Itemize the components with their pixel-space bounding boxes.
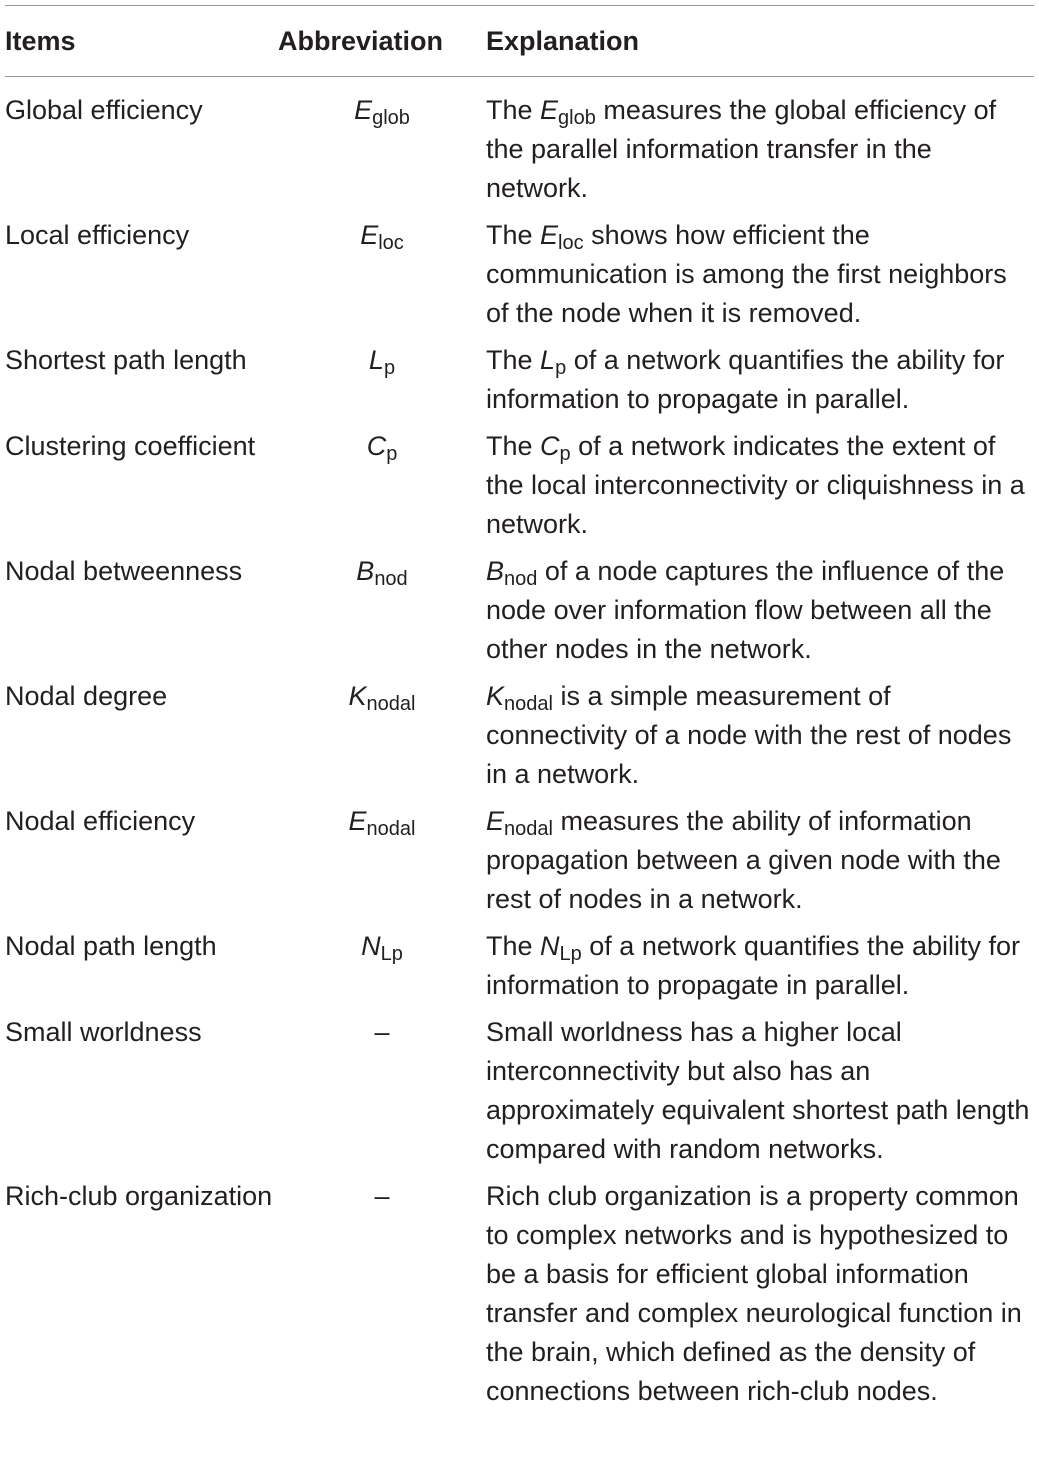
- explanation-symbol: E: [486, 806, 505, 836]
- explanation-symbol: L: [540, 345, 556, 375]
- abbreviation-subscript: Lp: [380, 943, 403, 965]
- explanation-subscript: Lp: [559, 943, 582, 965]
- table-row: [5, 427, 1034, 544]
- explanation-symbol: E: [540, 220, 559, 250]
- table-row: [5, 1013, 1034, 1169]
- item-name: Small worldness: [5, 1017, 202, 1047]
- abbreviation: [278, 1177, 486, 1411]
- abbreviation-symbol: –: [374, 1181, 390, 1211]
- explanation-subscript: nodal: [504, 818, 553, 840]
- explanation: [486, 91, 1034, 208]
- explanation: [486, 927, 1034, 1005]
- explanation: [486, 802, 1034, 919]
- table-row: [5, 552, 1034, 669]
- abbreviation-symbol: E: [348, 806, 367, 836]
- explanation-text: of a network quantifies the ability for information to propagate in parallel.: [486, 931, 1021, 1000]
- explanation-subscript: nod: [504, 568, 538, 590]
- explanation-subscript: glob: [558, 107, 596, 129]
- explanation-subscript: loc: [558, 232, 584, 254]
- abbreviation-symbol: –: [374, 1017, 390, 1047]
- explanation-text: measures the ability of information propagation between a given node with the rest of nodes in a network.: [486, 806, 1001, 914]
- explanation: [486, 341, 1034, 419]
- abbreviation-subscript: p: [383, 357, 396, 379]
- table-row: [5, 1177, 1034, 1411]
- explanation-lead: The: [486, 345, 541, 375]
- abbreviation-subscript: nod: [374, 568, 408, 590]
- abbreviation: [278, 216, 486, 333]
- abbreviation: [278, 552, 486, 669]
- abbreviation-subscript: p: [386, 443, 398, 465]
- item-name: Nodal betweenness: [5, 556, 243, 586]
- table-row: [5, 802, 1034, 919]
- item-name: Rich-club organization: [5, 1181, 273, 1211]
- explanation-subscript: p: [559, 443, 571, 465]
- abbreviation-symbol: K: [348, 681, 367, 711]
- table-row: [5, 341, 1034, 419]
- table-row: [5, 216, 1034, 333]
- item-name: Local efficiency: [5, 220, 190, 250]
- explanation-subscript: p: [555, 357, 567, 379]
- abbreviation-subscript: nodal: [366, 818, 416, 840]
- abbreviation: [278, 341, 486, 419]
- explanation: [486, 1177, 1034, 1411]
- table-body: [5, 77, 1034, 1411]
- abbreviation: [278, 91, 486, 208]
- explanation-lead: Small worldness has a higher local interconnectivity but also has an approximately equivalent shortest path length compared with random networks.: [486, 1017, 1030, 1164]
- table-row: [5, 677, 1034, 794]
- table-row: [5, 927, 1034, 1005]
- explanation: [486, 427, 1034, 544]
- item-name: Nodal efficiency: [5, 806, 196, 836]
- abbreviation-symbol: E: [354, 95, 373, 125]
- explanation-text: of a node captures the influence of the node over information flow between all the other nodes in the network.: [486, 556, 1005, 664]
- explanation-symbol: K: [486, 681, 505, 711]
- abbreviation: [278, 927, 486, 1005]
- explanation: [486, 216, 1034, 333]
- abbreviation: [278, 802, 486, 919]
- abbreviation-symbol: C: [366, 431, 387, 461]
- header-abbreviation: Abbreviation: [278, 25, 444, 56]
- explanation-text: measures the global efficiency of the parallel information transfer in the network.: [486, 95, 997, 203]
- abbreviation-symbol: L: [368, 345, 384, 375]
- explanation-text: of a network quantifies the ability for information to propagate in parallel.: [486, 345, 1005, 414]
- explanation-symbol: E: [540, 95, 559, 125]
- explanation-symbol: C: [540, 431, 560, 461]
- abbreviation-subscript: loc: [378, 232, 404, 254]
- explanation: [486, 552, 1034, 669]
- table-row: [5, 91, 1034, 208]
- item-name: Nodal degree: [5, 681, 168, 711]
- explanation-lead: The: [486, 431, 541, 461]
- abbreviation-symbol: N: [361, 931, 381, 961]
- explanation-lead: The: [486, 95, 541, 125]
- explanation-subscript: nodal: [504, 693, 553, 715]
- graph-metrics-table: [5, 5, 1034, 1411]
- explanation-text: of a network indicates the extent of the local interconnectivity or cliquishness in a network.: [486, 431, 1025, 539]
- abbreviation-symbol: B: [356, 556, 375, 586]
- item-name: Nodal path length: [5, 931, 217, 961]
- table-header: [5, 6, 1034, 76]
- explanation-symbol: B: [486, 556, 505, 586]
- explanation: [486, 1013, 1034, 1169]
- explanation-lead: Rich club organization is a property common to complex networks and is hypothesized to be a basis for efficient global information transfer and complex neurological function in the brain, which defined as the density of connections between rich-club nodes.: [486, 1181, 1022, 1406]
- header-explanation: Explanation: [486, 25, 640, 56]
- explanation-lead: The: [486, 931, 541, 961]
- item-name: Shortest path length: [5, 345, 247, 375]
- abbreviation: [278, 427, 486, 544]
- item-name: Global efficiency: [5, 95, 203, 125]
- explanation-lead: The: [486, 220, 541, 250]
- abbreviation-symbol: E: [360, 220, 379, 250]
- abbreviation-subscript: glob: [372, 107, 410, 129]
- abbreviation: [278, 677, 486, 794]
- item-name: Clustering coefficient: [5, 431, 256, 461]
- abbreviation: [278, 1013, 486, 1169]
- explanation-symbol: N: [540, 931, 560, 961]
- header-items: Items: [5, 25, 76, 56]
- explanation: [486, 677, 1034, 794]
- explanation-text: is a simple measurement of connectivity of a node with the rest of nodes in a network.: [486, 681, 1012, 789]
- explanation-text: shows how efficient the communication is among the first neighbors of the node when it is removed.: [486, 220, 1007, 328]
- abbreviation-subscript: nodal: [366, 693, 416, 715]
